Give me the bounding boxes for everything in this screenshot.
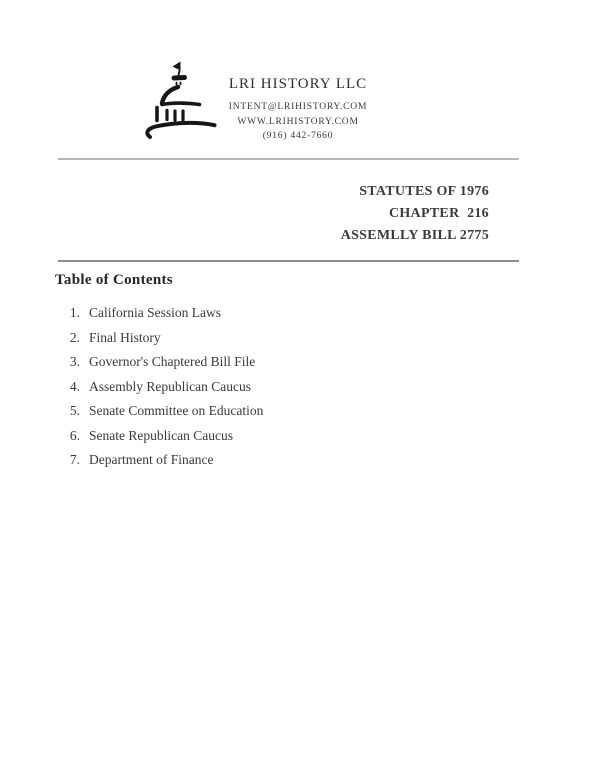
toc-item [55,429,263,442]
toc-item [55,331,263,344]
divider-bottom [58,260,519,262]
toc-item-number: 3. [69,354,80,369]
statutes-year: STATUTES OF 1976 [359,184,489,199]
company-website: WWW.LRIHISTORY.COM [237,116,359,127]
flag-icon [173,62,181,71]
toc-item-label: Governor's Chaptered Bill File [89,354,256,369]
toc-item-number: 4. [69,378,80,394]
assembly-bill-number: ASSEMLLY BILL 2775 [340,228,489,243]
toc-item-label: Senate Republican Caucus [89,427,233,443]
chapter-number: CHAPTER 216 [388,206,489,221]
toc-item-number: 6. [69,427,80,443]
toc-item [55,306,263,319]
toc-item-number: 2. [69,329,80,345]
statute-reference [341,181,489,247]
capitol-dome-logo [143,57,219,143]
toc-item [55,355,263,368]
toc-item-label: California Session Laws [89,305,221,320]
toc-item-label: Senate Committee on Education [89,403,264,418]
company-name: LRI HISTORY LLC [228,76,368,92]
toc-item-number: 1. [69,305,80,320]
toc-item-label: Department of Finance [89,452,214,467]
toc-item-number: 5. [69,403,80,418]
toc-item-number: 7. [69,452,80,467]
toc-item [55,404,263,417]
toc-item [55,380,263,393]
toc-title: Table of Contents [55,272,173,288]
divider-top [58,158,519,160]
letterhead [213,76,383,144]
toc-item-label: Final History [89,329,161,345]
toc-list [55,306,263,466]
toc-item [55,453,263,466]
company-email: INTENT@LRIHISTORY.COM [228,102,368,112]
company-phone: (916) 442-7660 [262,131,334,141]
toc-item-label: Assembly Republican Caucus [89,378,251,394]
